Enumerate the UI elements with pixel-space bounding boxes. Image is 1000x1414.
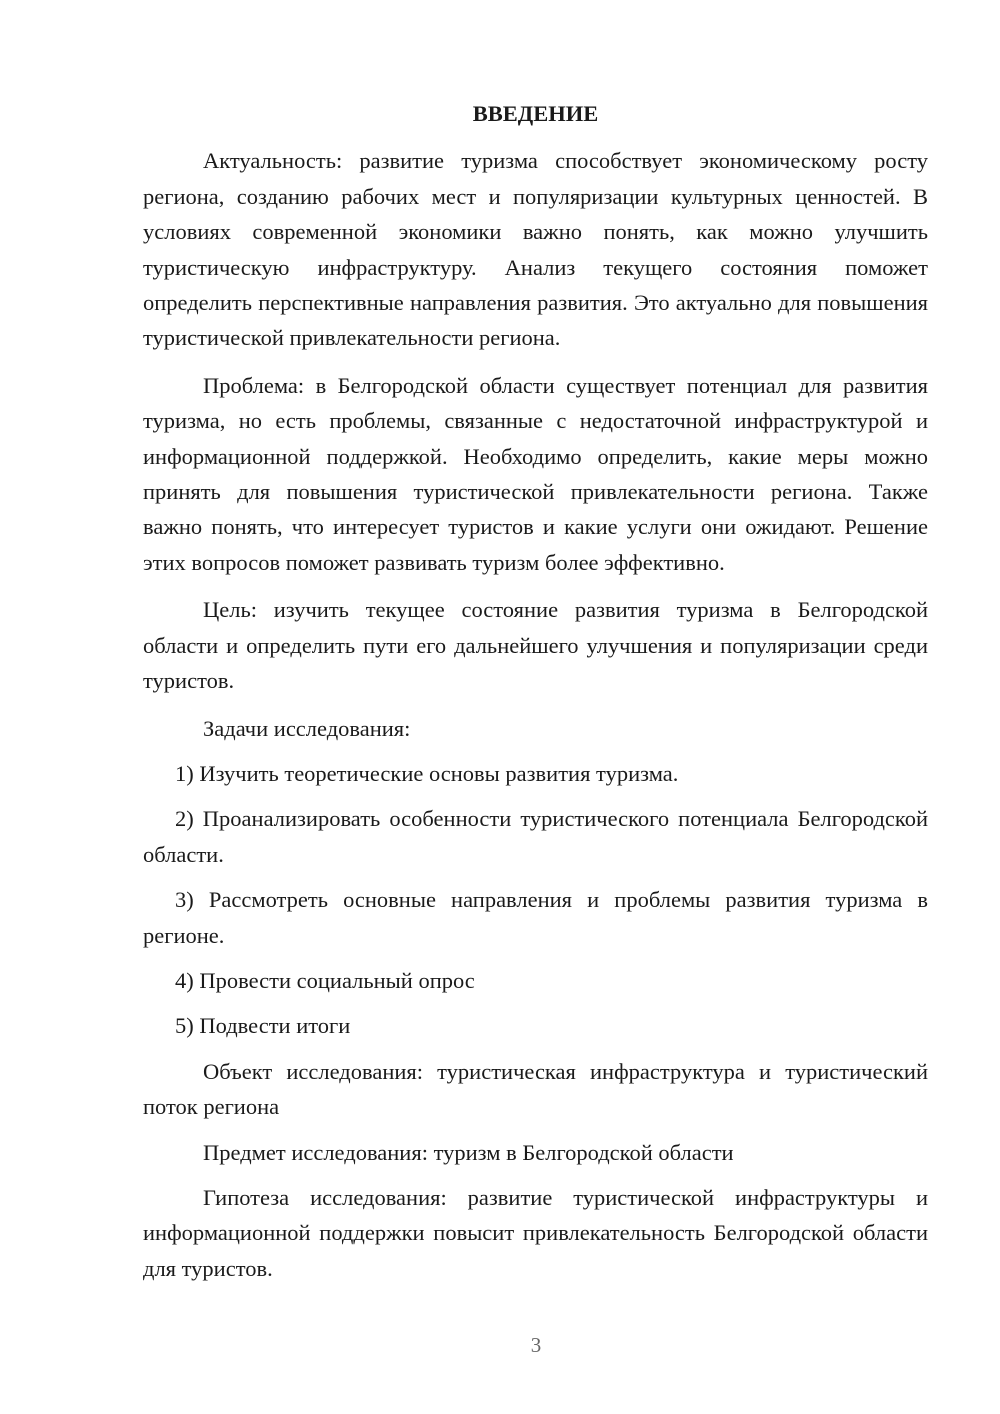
goal-paragraph: Цель: изучить текущее состояние развития туризма в Белгородской области и определить пути его дальнейшего улучшения и популяризации среди туристов. xyxy=(143,597,928,694)
section-title: ВВЕДЕНИЕ xyxy=(472,101,599,126)
task-item: 1) Изучить теоретические основы развития туризма. xyxy=(175,760,679,786)
task-item: 4) Провести социальный опрос xyxy=(175,967,475,993)
page-number: 3 xyxy=(530,1333,542,1357)
task-item: 3) Рассмотреть основные направления и проблемы развития туризма в регионе. xyxy=(143,887,928,948)
task-item: 5) Подвести итоги xyxy=(175,1013,351,1039)
subject-paragraph: Предмет исследования: туризм в Белгородской области xyxy=(203,1139,734,1165)
hypothesis-paragraph: Гипотеза исследования: развитие туристической инфраструктуры и информационной поддержки повысит привлекательность Белгородской области для туристов. xyxy=(143,1184,928,1281)
task-item: 2) Проанализировать особенности туристического потенциала Белгородской области. xyxy=(143,806,928,867)
object-paragraph: Объект исследования: туристическая инфраструктура и туристический поток региона xyxy=(143,1058,928,1120)
relevance-paragraph: Актуальность: развитие туризма способствует экономическому росту региона, созданию рабочих мест и популяризации культурных ценностей. В условиях современной экономики важно понять, как можно улучшить туристическую инфраструктуру. Анализ текущего состояния поможет определить перспективные направления развития. Это актуально для повышения туристической привлекательности региона. xyxy=(143,148,928,351)
tasks-list xyxy=(143,756,928,1044)
tasks-heading: Задачи исследования: xyxy=(203,715,411,741)
document-page xyxy=(143,96,928,1286)
problem-paragraph: Проблема: в Белгородской области существует потенциал для развития туризма, но есть проблемы, связанные с недостаточной инфраструктурой и информационной поддержкой. Необходимо определить, какие меры можно принять для повышения туристической привлекательности региона. Также важно понять, что интересует туристов и какие услуги они ожидают. Решение этих вопросов поможет развивать туризм более эффективно. xyxy=(143,372,928,575)
